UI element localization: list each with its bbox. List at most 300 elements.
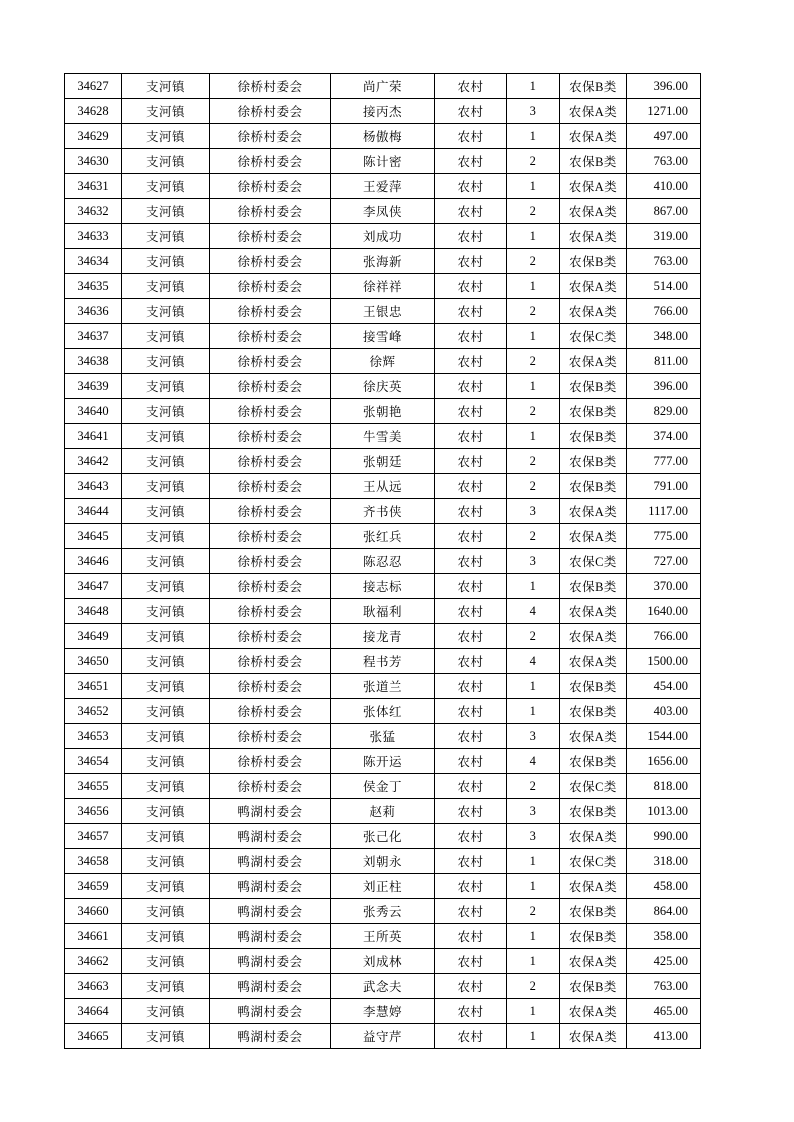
cell-name: 王爱萍 <box>331 174 435 199</box>
cell-id: 34627 <box>65 74 122 99</box>
pension-table <box>64 73 701 1049</box>
cell-type: 农村 <box>435 774 507 799</box>
cell-village: 徐桥村委会 <box>210 349 331 374</box>
cell-id: 34653 <box>65 724 122 749</box>
cell-village: 徐桥村委会 <box>210 249 331 274</box>
table-row <box>65 274 701 299</box>
cell-type: 农村 <box>435 274 507 299</box>
cell-town: 支河镇 <box>122 249 210 274</box>
cell-town: 支河镇 <box>122 399 210 424</box>
cell-amount: 829.00 <box>627 399 701 424</box>
cell-category: 农保A类 <box>560 624 627 649</box>
cell-id: 34660 <box>65 899 122 924</box>
cell-id: 34629 <box>65 124 122 149</box>
cell-amount: 766.00 <box>627 624 701 649</box>
cell-village: 徐桥村委会 <box>210 99 331 124</box>
cell-type: 农村 <box>435 499 507 524</box>
cell-amount: 1544.00 <box>627 724 701 749</box>
cell-amount: 358.00 <box>627 924 701 949</box>
cell-village: 鸭湖村委会 <box>210 899 331 924</box>
cell-amount: 864.00 <box>627 899 701 924</box>
cell-type: 农村 <box>435 174 507 199</box>
cell-id: 34632 <box>65 199 122 224</box>
cell-amount: 763.00 <box>627 974 701 999</box>
cell-count: 3 <box>507 549 560 574</box>
cell-category: 农保B类 <box>560 424 627 449</box>
cell-name: 益守芹 <box>331 1024 435 1049</box>
cell-village: 徐桥村委会 <box>210 474 331 499</box>
cell-category: 农保B类 <box>560 899 627 924</box>
cell-name: 刘成林 <box>331 949 435 974</box>
cell-town: 支河镇 <box>122 374 210 399</box>
cell-name: 张红兵 <box>331 524 435 549</box>
table-row <box>65 99 701 124</box>
table-row <box>65 499 701 524</box>
cell-name: 张体红 <box>331 699 435 724</box>
cell-id: 34640 <box>65 399 122 424</box>
table-row <box>65 449 701 474</box>
cell-count: 2 <box>507 149 560 174</box>
cell-id: 34652 <box>65 699 122 724</box>
cell-type: 农村 <box>435 599 507 624</box>
cell-village: 徐桥村委会 <box>210 699 331 724</box>
cell-amount: 454.00 <box>627 674 701 699</box>
cell-amount: 777.00 <box>627 449 701 474</box>
cell-type: 农村 <box>435 974 507 999</box>
cell-id: 34639 <box>65 374 122 399</box>
cell-id: 34650 <box>65 649 122 674</box>
cell-count: 3 <box>507 499 560 524</box>
cell-type: 农村 <box>435 624 507 649</box>
cell-count: 1 <box>507 224 560 249</box>
cell-type: 农村 <box>435 574 507 599</box>
cell-count: 3 <box>507 724 560 749</box>
cell-type: 农村 <box>435 299 507 324</box>
cell-category: 农保A类 <box>560 599 627 624</box>
cell-id: 34647 <box>65 574 122 599</box>
cell-town: 支河镇 <box>122 149 210 174</box>
cell-name: 王银忠 <box>331 299 435 324</box>
cell-village: 徐桥村委会 <box>210 574 331 599</box>
table-row <box>65 624 701 649</box>
cell-town: 支河镇 <box>122 1024 210 1049</box>
cell-village: 徐桥村委会 <box>210 374 331 399</box>
cell-amount: 775.00 <box>627 524 701 549</box>
table-row <box>65 649 701 674</box>
cell-village: 徐桥村委会 <box>210 74 331 99</box>
cell-category: 农保A类 <box>560 274 627 299</box>
cell-town: 支河镇 <box>122 849 210 874</box>
cell-town: 支河镇 <box>122 449 210 474</box>
cell-category: 农保B类 <box>560 449 627 474</box>
table-row <box>65 924 701 949</box>
cell-town: 支河镇 <box>122 549 210 574</box>
cell-name: 徐祥祥 <box>331 274 435 299</box>
cell-id: 34658 <box>65 849 122 874</box>
cell-id: 34663 <box>65 974 122 999</box>
cell-type: 农村 <box>435 824 507 849</box>
table-row <box>65 674 701 699</box>
cell-type: 农村 <box>435 674 507 699</box>
cell-name: 刘朝永 <box>331 849 435 874</box>
table-row <box>65 324 701 349</box>
cell-category: 农保B类 <box>560 699 627 724</box>
cell-type: 农村 <box>435 949 507 974</box>
cell-village: 徐桥村委会 <box>210 174 331 199</box>
cell-category: 农保B类 <box>560 799 627 824</box>
cell-category: 农保C类 <box>560 549 627 574</box>
cell-type: 农村 <box>435 549 507 574</box>
cell-id: 34637 <box>65 324 122 349</box>
cell-amount: 410.00 <box>627 174 701 199</box>
cell-count: 1 <box>507 274 560 299</box>
cell-village: 鸭湖村委会 <box>210 824 331 849</box>
cell-id: 34636 <box>65 299 122 324</box>
cell-category: 农保B类 <box>560 574 627 599</box>
cell-category: 农保B类 <box>560 474 627 499</box>
cell-id: 34645 <box>65 524 122 549</box>
cell-category: 农保B类 <box>560 249 627 274</box>
cell-amount: 818.00 <box>627 774 701 799</box>
cell-name: 李慧婷 <box>331 999 435 1024</box>
cell-type: 农村 <box>435 474 507 499</box>
cell-amount: 465.00 <box>627 999 701 1024</box>
cell-village: 徐桥村委会 <box>210 299 331 324</box>
cell-count: 3 <box>507 99 560 124</box>
cell-count: 1 <box>507 674 560 699</box>
cell-village: 徐桥村委会 <box>210 449 331 474</box>
cell-village: 鸭湖村委会 <box>210 999 331 1024</box>
cell-category: 农保B类 <box>560 399 627 424</box>
cell-id: 34643 <box>65 474 122 499</box>
cell-category: 农保B类 <box>560 674 627 699</box>
cell-type: 农村 <box>435 124 507 149</box>
cell-id: 34665 <box>65 1024 122 1049</box>
cell-type: 农村 <box>435 424 507 449</box>
cell-name: 牛雪美 <box>331 424 435 449</box>
cell-name: 齐书侠 <box>331 499 435 524</box>
cell-type: 农村 <box>435 399 507 424</box>
cell-town: 支河镇 <box>122 874 210 899</box>
cell-category: 农保B类 <box>560 924 627 949</box>
cell-amount: 396.00 <box>627 74 701 99</box>
cell-amount: 1271.00 <box>627 99 701 124</box>
cell-category: 农保C类 <box>560 324 627 349</box>
cell-count: 4 <box>507 599 560 624</box>
cell-town: 支河镇 <box>122 124 210 149</box>
cell-type: 农村 <box>435 699 507 724</box>
cell-count: 1 <box>507 124 560 149</box>
cell-type: 农村 <box>435 349 507 374</box>
cell-category: 农保A类 <box>560 724 627 749</box>
cell-name: 张己化 <box>331 824 435 849</box>
cell-name: 侯金丁 <box>331 774 435 799</box>
cell-category: 农保A类 <box>560 299 627 324</box>
cell-count: 1 <box>507 574 560 599</box>
cell-village: 徐桥村委会 <box>210 674 331 699</box>
cell-village: 鸭湖村委会 <box>210 949 331 974</box>
cell-name: 程书芳 <box>331 649 435 674</box>
cell-name: 张秀云 <box>331 899 435 924</box>
table-row <box>65 874 701 899</box>
cell-town: 支河镇 <box>122 824 210 849</box>
cell-town: 支河镇 <box>122 224 210 249</box>
cell-village: 徐桥村委会 <box>210 624 331 649</box>
cell-name: 徐庆英 <box>331 374 435 399</box>
cell-village: 徐桥村委会 <box>210 399 331 424</box>
cell-name: 张朝艳 <box>331 399 435 424</box>
cell-id: 34659 <box>65 874 122 899</box>
cell-type: 农村 <box>435 799 507 824</box>
cell-amount: 763.00 <box>627 249 701 274</box>
table-row <box>65 549 701 574</box>
cell-name: 张猛 <box>331 724 435 749</box>
cell-village: 徐桥村委会 <box>210 749 331 774</box>
cell-id: 34628 <box>65 99 122 124</box>
cell-count: 2 <box>507 524 560 549</box>
cell-village: 徐桥村委会 <box>210 274 331 299</box>
cell-id: 34630 <box>65 149 122 174</box>
cell-town: 支河镇 <box>122 474 210 499</box>
cell-town: 支河镇 <box>122 699 210 724</box>
cell-town: 支河镇 <box>122 199 210 224</box>
table-row <box>65 599 701 624</box>
cell-town: 支河镇 <box>122 899 210 924</box>
cell-type: 农村 <box>435 749 507 774</box>
cell-village: 鸭湖村委会 <box>210 1024 331 1049</box>
table-row <box>65 774 701 799</box>
cell-amount: 766.00 <box>627 299 701 324</box>
cell-type: 农村 <box>435 324 507 349</box>
cell-id: 34657 <box>65 824 122 849</box>
cell-town: 支河镇 <box>122 574 210 599</box>
cell-amount: 811.00 <box>627 349 701 374</box>
cell-category: 农保C类 <box>560 774 627 799</box>
cell-type: 农村 <box>435 1024 507 1049</box>
cell-id: 34634 <box>65 249 122 274</box>
cell-category: 农保C类 <box>560 849 627 874</box>
cell-village: 徐桥村委会 <box>210 524 331 549</box>
table-row <box>65 399 701 424</box>
cell-count: 4 <box>507 749 560 774</box>
cell-count: 1 <box>507 699 560 724</box>
table-row <box>65 1024 701 1049</box>
cell-town: 支河镇 <box>122 499 210 524</box>
cell-count: 2 <box>507 624 560 649</box>
cell-category: 农保A类 <box>560 1024 627 1049</box>
cell-town: 支河镇 <box>122 924 210 949</box>
cell-category: 农保A类 <box>560 124 627 149</box>
cell-town: 支河镇 <box>122 424 210 449</box>
cell-amount: 1500.00 <box>627 649 701 674</box>
cell-type: 农村 <box>435 449 507 474</box>
cell-name: 张海新 <box>331 249 435 274</box>
cell-id: 34661 <box>65 924 122 949</box>
cell-count: 2 <box>507 774 560 799</box>
cell-type: 农村 <box>435 524 507 549</box>
cell-id: 34664 <box>65 999 122 1024</box>
cell-count: 1 <box>507 174 560 199</box>
table-row <box>65 74 701 99</box>
cell-category: 农保B类 <box>560 974 627 999</box>
cell-name: 王从远 <box>331 474 435 499</box>
cell-id: 34642 <box>65 449 122 474</box>
cell-type: 农村 <box>435 374 507 399</box>
cell-type: 农村 <box>435 899 507 924</box>
cell-id: 34655 <box>65 774 122 799</box>
cell-town: 支河镇 <box>122 724 210 749</box>
cell-amount: 348.00 <box>627 324 701 349</box>
cell-count: 2 <box>507 349 560 374</box>
cell-name: 陈计密 <box>331 149 435 174</box>
cell-category: 农保A类 <box>560 349 627 374</box>
cell-count: 2 <box>507 299 560 324</box>
cell-category: 农保B类 <box>560 149 627 174</box>
cell-amount: 318.00 <box>627 849 701 874</box>
cell-town: 支河镇 <box>122 649 210 674</box>
table-row <box>65 949 701 974</box>
cell-village: 徐桥村委会 <box>210 499 331 524</box>
cell-village: 徐桥村委会 <box>210 124 331 149</box>
cell-amount: 514.00 <box>627 274 701 299</box>
table-row <box>65 899 701 924</box>
cell-amount: 1656.00 <box>627 749 701 774</box>
cell-category: 农保B类 <box>560 374 627 399</box>
cell-name: 杨傲梅 <box>331 124 435 149</box>
cell-amount: 458.00 <box>627 874 701 899</box>
cell-category: 农保A类 <box>560 824 627 849</box>
cell-name: 接丙杰 <box>331 99 435 124</box>
cell-village: 鸭湖村委会 <box>210 874 331 899</box>
cell-village: 鸭湖村委会 <box>210 924 331 949</box>
cell-town: 支河镇 <box>122 799 210 824</box>
cell-id: 34649 <box>65 624 122 649</box>
cell-id: 34635 <box>65 274 122 299</box>
cell-id: 34656 <box>65 799 122 824</box>
table-row <box>65 374 701 399</box>
cell-town: 支河镇 <box>122 999 210 1024</box>
cell-amount: 370.00 <box>627 574 701 599</box>
cell-village: 鸭湖村委会 <box>210 799 331 824</box>
table-row <box>65 349 701 374</box>
cell-name: 接雪峰 <box>331 324 435 349</box>
cell-name: 王所英 <box>331 924 435 949</box>
cell-count: 2 <box>507 399 560 424</box>
cell-count: 2 <box>507 249 560 274</box>
cell-town: 支河镇 <box>122 749 210 774</box>
table-row <box>65 849 701 874</box>
cell-town: 支河镇 <box>122 174 210 199</box>
cell-count: 1 <box>507 424 560 449</box>
cell-category: 农保A类 <box>560 224 627 249</box>
cell-count: 2 <box>507 449 560 474</box>
cell-category: 农保A类 <box>560 199 627 224</box>
table-row <box>65 999 701 1024</box>
cell-town: 支河镇 <box>122 324 210 349</box>
cell-amount: 763.00 <box>627 149 701 174</box>
table-row <box>65 174 701 199</box>
cell-name: 接龙青 <box>331 624 435 649</box>
cell-type: 农村 <box>435 849 507 874</box>
cell-town: 支河镇 <box>122 949 210 974</box>
cell-count: 2 <box>507 974 560 999</box>
cell-town: 支河镇 <box>122 774 210 799</box>
cell-amount: 867.00 <box>627 199 701 224</box>
cell-amount: 425.00 <box>627 949 701 974</box>
cell-amount: 319.00 <box>627 224 701 249</box>
cell-id: 34638 <box>65 349 122 374</box>
cell-category: 农保B类 <box>560 74 627 99</box>
cell-village: 徐桥村委会 <box>210 424 331 449</box>
cell-village: 徐桥村委会 <box>210 724 331 749</box>
cell-village: 徐桥村委会 <box>210 149 331 174</box>
cell-type: 农村 <box>435 199 507 224</box>
cell-id: 34641 <box>65 424 122 449</box>
cell-category: 农保A类 <box>560 499 627 524</box>
cell-count: 1 <box>507 1024 560 1049</box>
cell-village: 徐桥村委会 <box>210 324 331 349</box>
cell-amount: 497.00 <box>627 124 701 149</box>
cell-count: 3 <box>507 824 560 849</box>
cell-amount: 403.00 <box>627 699 701 724</box>
table-row <box>65 249 701 274</box>
cell-amount: 1013.00 <box>627 799 701 824</box>
cell-amount: 990.00 <box>627 824 701 849</box>
table-body <box>65 74 701 1049</box>
cell-village: 徐桥村委会 <box>210 199 331 224</box>
cell-amount: 791.00 <box>627 474 701 499</box>
cell-id: 34644 <box>65 499 122 524</box>
cell-type: 农村 <box>435 249 507 274</box>
cell-category: 农保A类 <box>560 874 627 899</box>
cell-category: 农保B类 <box>560 749 627 774</box>
cell-category: 农保A类 <box>560 649 627 674</box>
cell-type: 农村 <box>435 99 507 124</box>
cell-count: 1 <box>507 74 560 99</box>
cell-type: 农村 <box>435 999 507 1024</box>
cell-town: 支河镇 <box>122 524 210 549</box>
cell-name: 李凤侠 <box>331 199 435 224</box>
table-row <box>65 124 701 149</box>
table-row <box>65 149 701 174</box>
cell-name: 徐辉 <box>331 349 435 374</box>
cell-count: 1 <box>507 374 560 399</box>
cell-village: 鸭湖村委会 <box>210 849 331 874</box>
cell-id: 34646 <box>65 549 122 574</box>
cell-count: 1 <box>507 324 560 349</box>
cell-name: 刘成功 <box>331 224 435 249</box>
cell-town: 支河镇 <box>122 299 210 324</box>
cell-town: 支河镇 <box>122 274 210 299</box>
cell-type: 农村 <box>435 224 507 249</box>
cell-town: 支河镇 <box>122 74 210 99</box>
cell-amount: 374.00 <box>627 424 701 449</box>
cell-type: 农村 <box>435 924 507 949</box>
table-row <box>65 824 701 849</box>
cell-name: 刘正柱 <box>331 874 435 899</box>
cell-id: 34633 <box>65 224 122 249</box>
cell-name: 接志标 <box>331 574 435 599</box>
table-row <box>65 299 701 324</box>
cell-name: 尚广荣 <box>331 74 435 99</box>
cell-name: 张朝廷 <box>331 449 435 474</box>
cell-village: 徐桥村委会 <box>210 649 331 674</box>
cell-type: 农村 <box>435 874 507 899</box>
cell-type: 农村 <box>435 149 507 174</box>
table-row <box>65 474 701 499</box>
cell-category: 农保A类 <box>560 524 627 549</box>
cell-id: 34631 <box>65 174 122 199</box>
